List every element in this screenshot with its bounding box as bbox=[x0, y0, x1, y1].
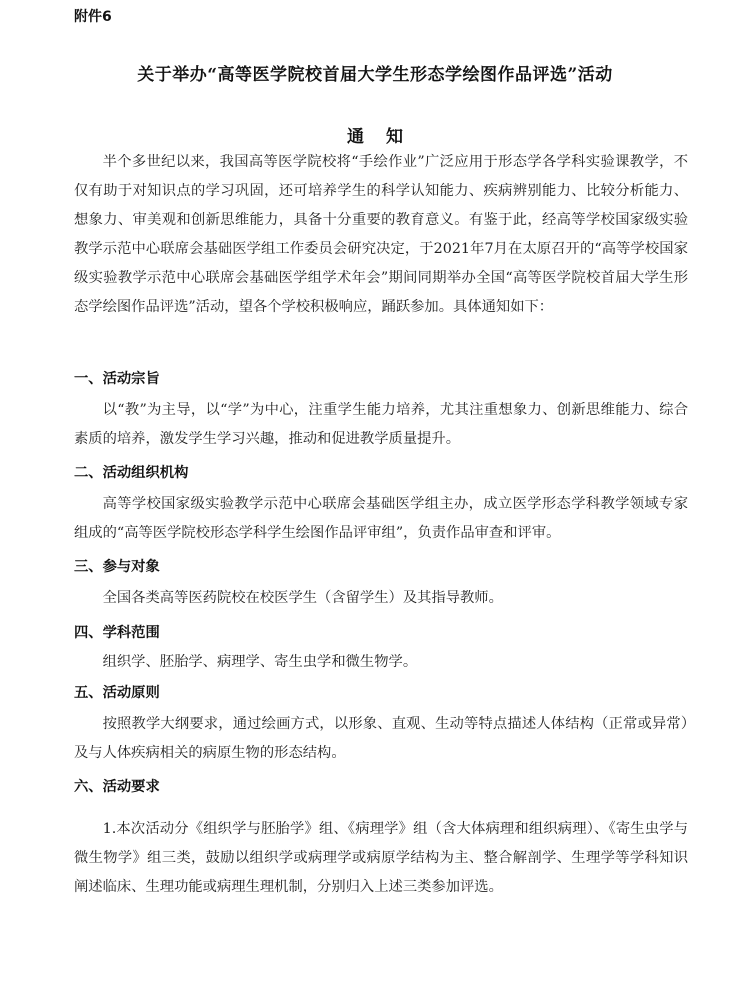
section-heading: 三、参与对象 bbox=[74, 559, 160, 575]
document-subtitle: 通知 bbox=[347, 127, 425, 147]
section-body bbox=[74, 490, 688, 548]
section-body bbox=[74, 710, 688, 768]
section-body bbox=[74, 396, 688, 454]
intro-block bbox=[74, 148, 688, 322]
section-heading: 四、学科范围 bbox=[74, 625, 160, 641]
section-heading: 二、活动组织机构 bbox=[74, 465, 189, 481]
section-paragraph: 1.本次活动分《组织学与胚胎学》组、《病理学》组（含大体病理和组织病理）、《寄生虫学与微生物学》组三类，鼓励以组织学或病理学或病原学结构为主、整合解剖学、生理学等学科知识阐述临床、生理功能或病理生理机制，分别归入上述三类参加评选。 bbox=[74, 821, 688, 895]
attachment-label: 附件6 bbox=[74, 9, 112, 25]
section-body bbox=[74, 815, 688, 902]
section-paragraph: 以“教”为主导，以“学”为中心，注重学生能力培养，尤其注重想象力、创新思维能力、综合素质的培养，激发学生学习兴趣，推动和促进教学质量提升。 bbox=[74, 402, 688, 447]
section-heading: 一、活动宗旨 bbox=[74, 371, 160, 387]
section-heading: 五、活动原则 bbox=[74, 685, 160, 701]
section-heading: 六、活动要求 bbox=[74, 779, 160, 795]
section-paragraph: 高等学校国家级实验教学示范中心联席会基础医学组主办，成立医学形态学科教学领域专家组成的“高等医学院校形态学科学生绘图作品评审组”，负责作品审查和评审。 bbox=[74, 496, 688, 541]
section-paragraph: 按照教学大纲要求，通过绘画方式，以形象、直观、生动等特点描述人体结构（正常或异常）及与人体疾病相关的病原生物的形态结构。 bbox=[74, 716, 688, 761]
section-body bbox=[74, 584, 688, 613]
section-paragraph: 全国各类高等医药院校在校医学生（含留学生）及其指导教师。 bbox=[102, 590, 503, 606]
intro-paragraph: 半个多世纪以来，我国高等医学院校将“手绘作业”广泛应用于形态学各学科实验课教学，不仅有助于对知识点的学习巩固，还可培养学生的科学认知能力、疾病辨别能力、比较分析能力、想象力、审美观和创新思维能力，具备十分重要的教育意义。有鉴于此，经高等学校国家级实验教学示范中心联席会基础医学组工作委员会研究决定，于2021年7月在太原召开的“高等学校国家级实验教学示范中心联席会基础医学组学术年会”期间同期举办全国“高等医学院校首届大学生形态学绘图作品评选”活动，望各个学校积极响应，踊跃参加。具体通知如下： bbox=[74, 154, 688, 315]
document-title: 关于举办“高等医学院校首届大学生形态学绘图作品评选”活动 bbox=[137, 65, 613, 85]
section-paragraph: 组织学、胚胎学、病理学、寄生虫学和微生物学。 bbox=[102, 654, 418, 670]
section-body bbox=[74, 648, 688, 677]
